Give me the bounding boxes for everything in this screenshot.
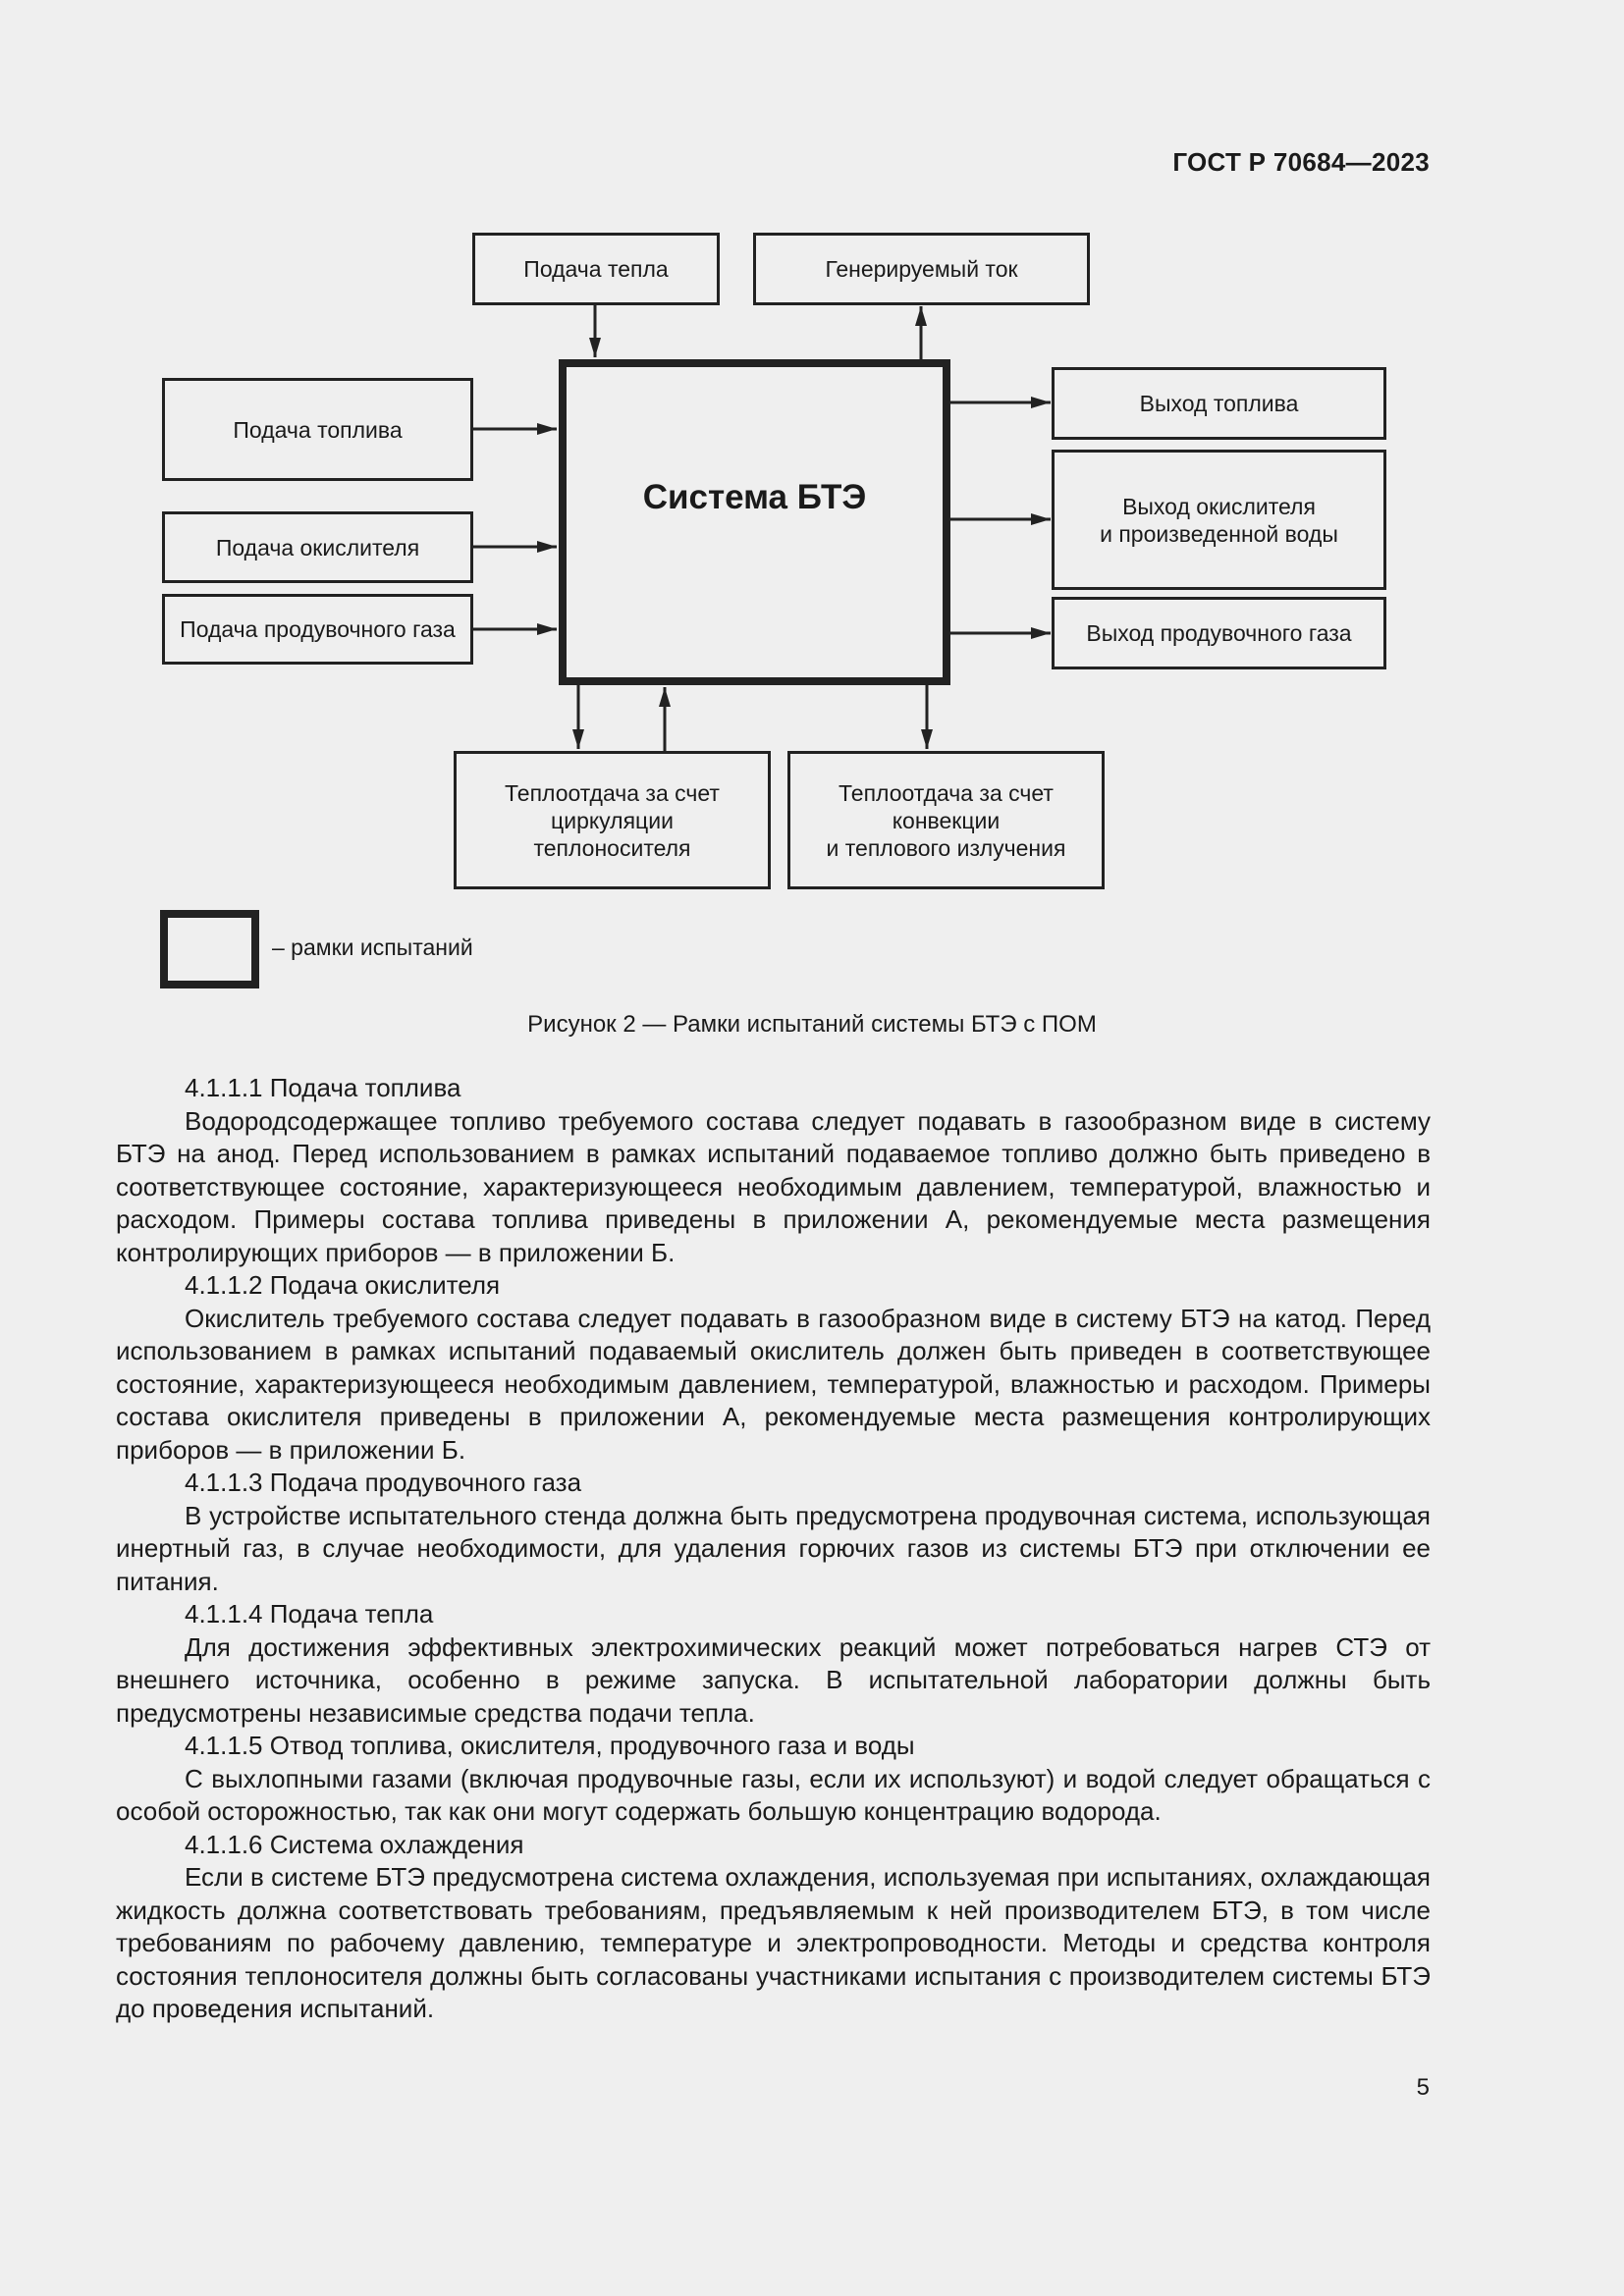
section-paragraph: Окислитель требуемого состава следует подавать в газообразном виде в систему БТЭ на катод. Перед использованием в рамках испытаний подаваемый окислитель должен быть приведен в соответствующее состояние, характеризующееся необходимым давлением, температурой, влажностью и расходом. Примеры состава окислителя приведены в приложении А, рекомендуемые места размещения контролирующих приборов — в приложении Б.	[116, 1303, 1431, 1465]
figure-caption: Рисунок 2 — Рамки испытаний системы БТЭ с ПОМ	[527, 1011, 1097, 1038]
section-paragraph: В устройстве испытательного стенда должна быть предусмотрена продувочная система, использующая инертный газ, в случае необходимости, для удаления горючих газов из системы БТЭ при отключении ее питания.	[116, 1500, 1431, 1596]
box-fuel-supply	[162, 378, 473, 481]
system-boundary-box	[559, 359, 950, 685]
legend-label: – рамки испытаний	[272, 934, 473, 960]
box-purge-gas-exit	[1052, 597, 1386, 669]
box-heat-supply	[472, 233, 720, 305]
label-oxidant-supply: Подача окислителя	[215, 534, 420, 561]
standard-code: ГОСТ Р 70684—2023	[1172, 147, 1430, 177]
label-fuel-supply: Подача топлива	[233, 416, 403, 443]
section-heading: 4.1.1.2 Подача окислителя	[185, 1270, 501, 1300]
legend-boundary-sample	[160, 910, 259, 988]
label-purge-gas-exit: Выход продувочного газа	[1086, 620, 1352, 646]
box-generated-current	[753, 233, 1090, 305]
section-heading: 4.1.1.5 Отвод топлива, окислителя, продувочного газа и воды	[185, 1731, 915, 1760]
box-heat-removal-coolant	[454, 751, 771, 889]
section-paragraph: С выхлопными газами (включая продувочные газы, если их используют) и водой следует обращаться с особой осторожностью, так как они могут содержать большую концентрацию водорода.	[116, 1763, 1431, 1826]
section-heading: 4.1.1.4 Подача тепла	[185, 1599, 434, 1629]
label-fuel-exit: Выход топлива	[1139, 391, 1299, 416]
section-heading: 4.1.1.3 Подача продувочного газа	[185, 1468, 582, 1497]
section-heading: 4.1.1.6 Система охлаждения	[185, 1829, 524, 1859]
label-oxidant-water-exit: Выход окислителя и произведенной воды	[1100, 493, 1338, 547]
label-purge-gas-supply: Подача продувочного газа	[180, 616, 456, 642]
system-title: Система БТЭ	[642, 478, 867, 516]
box-purge-gas-supply	[162, 594, 473, 665]
box-heat-removal-convection	[787, 751, 1105, 889]
label-heat-supply: Подача тепла	[523, 256, 669, 282]
section-paragraph: Водородсодержащее топливо требуемого состава следует подавать в газообразном виде в систему БТЭ на анод. Перед использованием в рамках испытаний подаваемое топливо должно быть приведено в соответствующее состояние, характеризующееся необходимым давлением, температурой, влажностью и расходом. Примеры состава топлива приведены в приложении А, рекомендуемые места размещения контролирующих приборов — в приложении Б.	[116, 1105, 1431, 1267]
box-oxidant-water-exit	[1052, 450, 1386, 590]
body-text	[116, 1072, 1431, 2026]
section-paragraph: Если в системе БТЭ предусмотрена система охлаждения, используемая при испытаниях, охлаждающая жидкость должна соответствовать требованиям, предъявляемым к ней производителем БТЭ, в том числе требованиям по рабочему давлению, температуре и электропроводности. Методы и средства контроля состояния теплоносителя должны быть согласованы участниками испытания с производителем системы БТЭ до проведения испытаний.	[116, 1862, 1431, 2023]
label-heat-removal-convection: Теплоотдача за счет конвекции и теплового излучения	[826, 779, 1066, 861]
label-heat-removal-coolant: Теплоотдача за счет циркуляции теплоносителя	[505, 779, 720, 861]
section-paragraph: Для достижения эффективных электрохимических реакций может потребоваться нагрев СТЭ от внешнего источника, особенно в режиме запуска. В испытательной лаборатории должны быть предусмотрены независимые средства подачи тепла.	[116, 1631, 1431, 1728]
section-heading: 4.1.1.1 Подача топлива	[185, 1073, 461, 1102]
page-number: 5	[1416, 2074, 1430, 2101]
box-fuel-exit	[1052, 367, 1386, 440]
label-generated-current: Генерируемый ток	[825, 256, 1018, 282]
box-oxidant-supply	[162, 511, 473, 583]
